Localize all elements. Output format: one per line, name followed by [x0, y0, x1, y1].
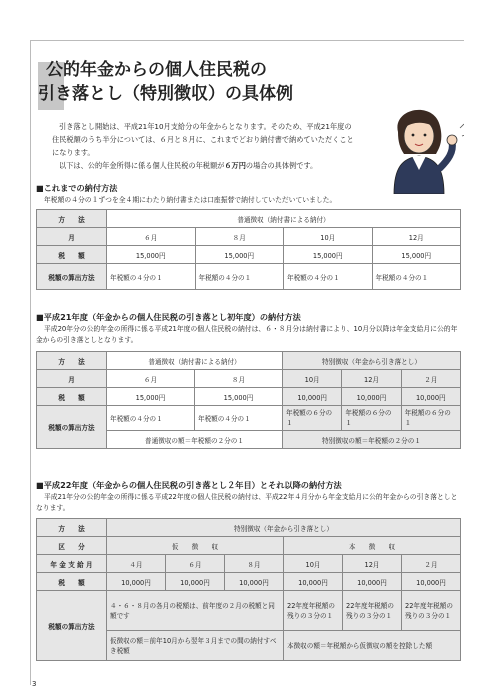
month-cell: 12月: [342, 370, 401, 388]
tax-cell: 10,000円: [402, 573, 461, 591]
tax-cell: 15,000円: [195, 246, 284, 264]
row-label-month: 年 金 支 給 月: [37, 555, 107, 573]
month-cell: ８月: [225, 555, 284, 573]
table-row: [37, 519, 461, 537]
calc-cell: 年税額の４分の１: [107, 264, 196, 290]
tax-cell: 10,000円: [284, 573, 343, 591]
month-cell: 12月: [372, 228, 461, 246]
row-label-month: 月: [37, 228, 107, 246]
month-cell: ４月: [107, 555, 166, 573]
page-title: [38, 58, 293, 106]
month-cell: 10月: [284, 228, 373, 246]
table-row: [37, 228, 461, 246]
calc-cell: 年税額の４分の１: [195, 264, 284, 290]
tax-cell: 10,000円: [343, 573, 402, 591]
table-row: [37, 246, 461, 264]
sum-normal-cell: 普通徴収の額＝年税額の２分の１: [107, 431, 283, 449]
month-cell: ２月: [401, 370, 460, 388]
intro-paragraph-2: [52, 159, 357, 172]
method-normal-cell: 普通徴収（納付書による納付）: [107, 352, 283, 370]
method-cell: 特別徴収（年金から引き落とし）: [107, 519, 461, 537]
month-cell: ２月: [402, 555, 461, 573]
tax-cell: 15,000円: [107, 246, 196, 264]
calc-main-cell: 22年度年税額の残りの３分の１: [284, 591, 343, 631]
row-label-tax: 税 額: [37, 246, 107, 264]
month-cell: 10月: [283, 370, 342, 388]
tax-cell: 15,000円: [372, 246, 461, 264]
tax-cell: 10,000円: [342, 388, 401, 406]
sum-special-cell: 特別徴収の額＝年税額の２分の１: [283, 431, 461, 449]
section1-description: 年税額の４分の１ずつを全４期にわたり納付書または口座振替で納付していただいていました。: [44, 196, 337, 204]
table-row: [37, 388, 461, 406]
row-label-calc: 税額の算出方法: [37, 591, 107, 661]
section3-description: 平成21年分の公的年金の所得に係る平成22年度の個人住民税の納付は、平成22年４月分から年金支給月に公的年金からの引き落としとなります。: [36, 493, 458, 512]
table-row: [37, 591, 461, 631]
intro-paragraph-1: 引き落とし開始は、平成21年10月支給分の年金からとなります。そのため、平成21年度の住民税額のうち半分については、６月と８月に、これまでどおり納付書で納めていただくことになります。: [52, 122, 354, 157]
calc-cell: 年税額の６分の１: [283, 406, 342, 431]
class-temp-cell: 仮 徴 収: [107, 537, 284, 555]
section2-description: 平成20年分の公的年金の所得に係る平成21年度の個人住民税の納付は、６・８月分は納付書により、10月分以降は年金支給月に公的年金からの引き落としとなります。: [36, 325, 458, 344]
calc-cell: 年税額の４分の１: [195, 406, 283, 431]
calc-cell: 年税額の４分の１: [107, 406, 195, 431]
tax-cell: 15,000円: [284, 246, 373, 264]
tax-cell: 15,000円: [195, 388, 283, 406]
row-label-method: 方 法: [37, 210, 107, 228]
tax-cell: 10,000円: [401, 388, 460, 406]
row-label-method: 方 法: [37, 519, 107, 537]
month-cell: 12月: [343, 555, 402, 573]
title-line-2: 引き落とし（特別徴収）の具体例: [38, 84, 293, 104]
tax-cell: 10,000円: [225, 573, 284, 591]
month-cell: ８月: [195, 228, 284, 246]
sum-temp-cell: 仮徴収の額＝前年10月から翌年３月までの間の納付すべき税額: [107, 631, 284, 661]
woman-illustration-icon: [378, 98, 464, 194]
month-cell: ６月: [107, 228, 196, 246]
calc-main-cell: 22年度年税額の残りの３分の１: [343, 591, 402, 631]
tax-cell: 10,000円: [283, 388, 342, 406]
row-label-method: 方 法: [37, 352, 107, 370]
table-row: [37, 370, 461, 388]
calc-main-cell: 22年度年税額の残りの３分の１: [402, 591, 461, 631]
section1-heading: ■これまでの納付方法: [36, 183, 118, 193]
row-label-calc: 税額の算出方法: [37, 264, 107, 290]
method-cell: 普通徴収（納付書による納付）: [107, 210, 461, 228]
row-label-tax: 税 額: [37, 573, 107, 591]
row-label-month: 月: [37, 370, 107, 388]
intro-p2-emphasis: ６万円: [224, 161, 246, 170]
section2-table: [36, 351, 461, 449]
title-line-1: 公的年金からの個人住民税の: [46, 60, 267, 80]
row-label-tax: 税 額: [37, 388, 107, 406]
calc-temp-cell: ４・６・８月の各月の税額は、前年度の２月の税額と同額です: [107, 591, 284, 631]
table-row: [37, 210, 461, 228]
section1-table: [36, 209, 461, 290]
table-row: [37, 573, 461, 591]
month-cell: 10月: [284, 555, 343, 573]
month-cell: ６月: [166, 555, 225, 573]
tax-cell: 10,000円: [166, 573, 225, 591]
row-label-calc: 税額の算出方法: [37, 406, 107, 449]
table-row: [37, 537, 461, 555]
sum-main-cell: 本徴収の額＝年税額から仮徴収の額を控除した額: [284, 631, 461, 661]
month-cell: ６月: [107, 370, 195, 388]
intro-p2-part-c: の場合の具体例です。: [245, 161, 318, 170]
calc-cell: 年税額の６分の１: [342, 406, 401, 431]
table-row: [37, 352, 461, 370]
tax-cell: 10,000円: [107, 573, 166, 591]
section2-heading: ■平成21年度（年金からの個人住民税の引き落とし初年度）の納付方法: [36, 312, 301, 322]
method-special-cell: 特別徴収（年金から引き落とし）: [283, 352, 461, 370]
section3-table: [36, 518, 461, 661]
calc-cell: 年税額の４分の１: [284, 264, 373, 290]
row-label-class: 区 分: [37, 537, 107, 555]
table-row: [37, 555, 461, 573]
table-row: [37, 264, 461, 290]
calc-cell: 年税額の６分の１: [401, 406, 460, 431]
page-number: 3: [32, 680, 37, 688]
table-row: [37, 406, 461, 431]
calc-cell: 年税額の４分の１: [372, 264, 461, 290]
intro-text: [52, 120, 357, 172]
tax-cell: 15,000円: [107, 388, 195, 406]
class-main-cell: 本 徴 収: [284, 537, 461, 555]
intro-p2-part-a: 以下は、公的年金所得に係る個人住民税の年税額が: [59, 161, 225, 170]
section3-heading: ■平成22年度（年金からの個人住民税の引き落とし２年目）とそれ以降の納付方法: [36, 480, 342, 490]
month-cell: ８月: [195, 370, 283, 388]
